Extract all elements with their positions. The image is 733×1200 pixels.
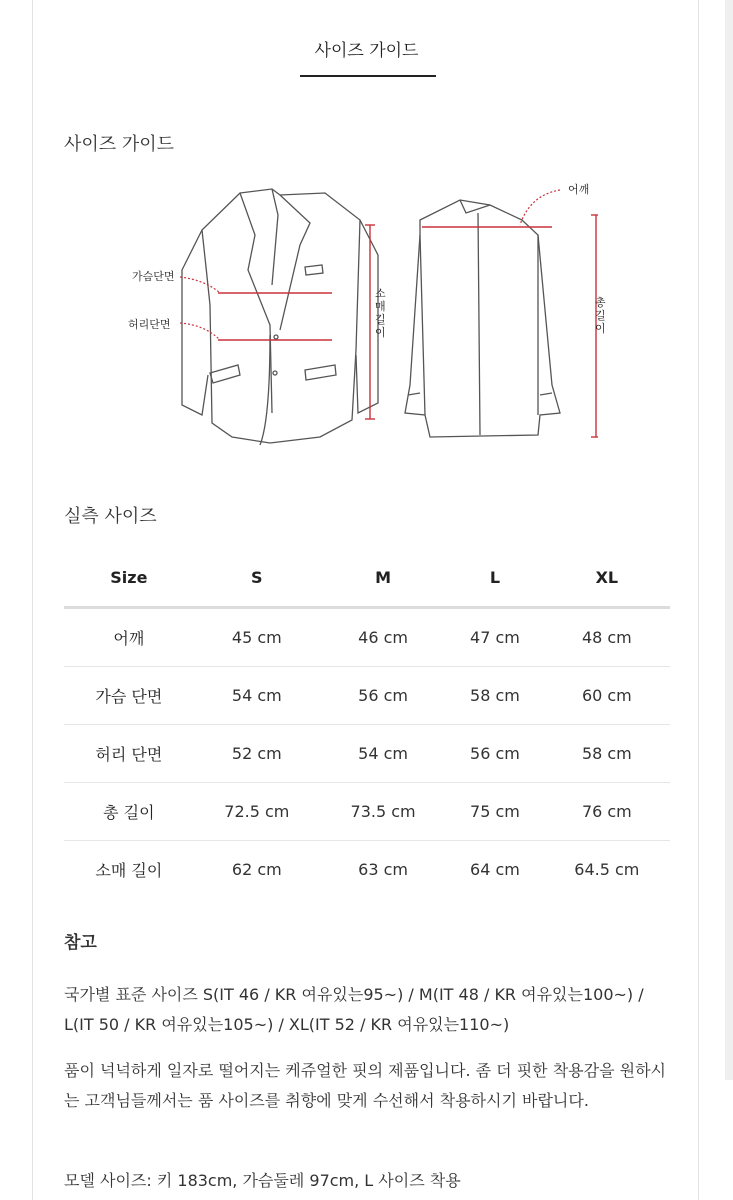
- page-title: 사이즈 가이드: [314, 41, 419, 61]
- table-row: [64, 841, 670, 899]
- table-cell: 48 cm: [544, 608, 670, 667]
- notes-title: 참고: [64, 933, 97, 953]
- table-row: [64, 608, 670, 667]
- table-cell: 47 cm: [446, 608, 544, 667]
- header-l: L: [446, 548, 544, 608]
- row-label: 허리 단면: [64, 725, 194, 783]
- shoulder-label: 어깨: [568, 183, 590, 196]
- waist-label: 허리단면: [128, 318, 171, 331]
- title-underline: [300, 75, 436, 77]
- header-xl: XL: [544, 548, 670, 608]
- sleeve-label: 소매길이: [375, 287, 386, 339]
- jacket-front-illustration: [182, 189, 378, 445]
- table-cell: 45 cm: [194, 608, 320, 667]
- header-size: Size: [64, 548, 194, 608]
- table-cell: 64.5 cm: [574, 860, 640, 879]
- table-cell: 73.5 cm: [320, 783, 446, 841]
- table-row: [64, 725, 670, 783]
- size-table-header-row: [64, 548, 670, 608]
- table-cell: 58 cm: [446, 667, 544, 725]
- table-cell: 72.5 cm: [194, 783, 320, 841]
- table-cell: 54 cm: [194, 667, 320, 725]
- row-label: 가슴 단면: [64, 667, 194, 725]
- table-row: [64, 667, 670, 725]
- measure-section-title: 실측 사이즈: [64, 506, 157, 527]
- row-label: 어깨: [64, 608, 194, 667]
- size-table: [64, 548, 670, 898]
- table-cell: 62 cm: [231, 860, 282, 879]
- total-length-label: 총길이: [595, 296, 606, 335]
- row-label: 총 길이: [64, 783, 194, 841]
- note-paragraph-model: 모델 사이즈: 키 183cm, 가슴둘레 97cm, L 사이즈 착용: [64, 1171, 461, 1190]
- header-m: M: [320, 548, 446, 608]
- table-cell: 54 cm: [320, 725, 446, 783]
- table-cell: 75 cm: [446, 783, 544, 841]
- table-cell: 56 cm: [446, 725, 544, 783]
- table-cell: 64 cm: [470, 860, 520, 879]
- table-cell: 60 cm: [544, 667, 670, 725]
- jacket-diagram: [120, 175, 600, 455]
- guide-section-title: 사이즈 가이드: [64, 134, 175, 155]
- table-row: [64, 783, 670, 841]
- row-label: 소매 길이: [95, 861, 163, 880]
- jacket-back-illustration: [405, 200, 560, 437]
- table-cell: 52 cm: [194, 725, 320, 783]
- note-paragraph-fit: 품이 넉넉하게 일자로 떨어지는 케쥬얼한 핏의 제품입니다. 좀 더 핏한 착용감을 원하시는 고객님들께서는 품 사이즈를 취향에 맞게 수선해서 착용하시기 바랍니다.: [64, 1061, 666, 1110]
- scrollbar[interactable]: [725, 0, 733, 1080]
- note-paragraph-sizes: 국가별 표준 사이즈 S(IT 46 / KR 여유있는95~) / M(IT 48 / KR 여유있는100~) / L(IT 50 / KR 여유있는105~) / XL(IT 52 / KR 여유있는110~): [64, 985, 644, 1034]
- header-s: S: [194, 548, 320, 608]
- table-cell: 58 cm: [544, 725, 670, 783]
- table-cell: 56 cm: [320, 667, 446, 725]
- table-cell: 46 cm: [320, 608, 446, 667]
- chest-label: 가슴단면: [132, 270, 175, 283]
- table-cell: 63 cm: [358, 860, 408, 879]
- table-cell: 76 cm: [544, 783, 670, 841]
